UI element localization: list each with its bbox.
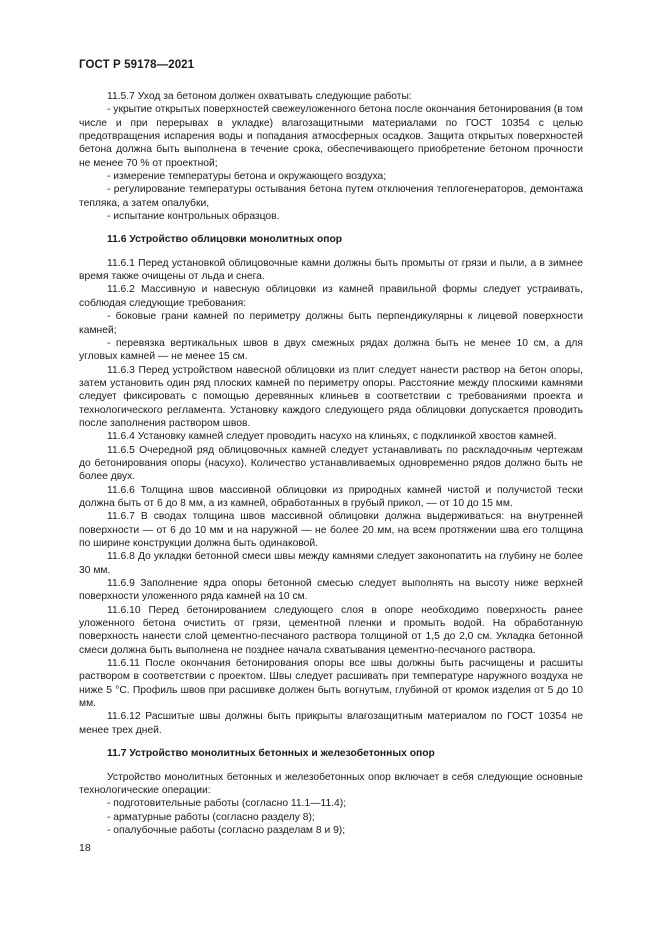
paragraph: Устройство монолитных бетонных и железобетонных опор включает в себя следующие основные технологические операции: [79,771,583,796]
paragraph: 11.6.4 Установку камней следует проводить насухо на клиньях, с подклинкой хвостов камней. [107,431,557,443]
document-body [79,90,583,837]
paragraph: 11.6.3 Перед устройством навесной облицовки из плит следует нанести раствор на бетон опоры, затем установить один ряд плоских камней по периметру опоры. Расстояние между плоскими камнями следует фиксировать с помощью деревянных клиньев в соответствии с требованиями проекта и технологического регламента. Установку каждого следующего ряда облицовки допускается проводить после заполнения раствором швов. [79,364,583,429]
paragraph: - арматурные работы (согласно разделу 8); [107,811,315,823]
paragraph: 11.5.7 Уход за бетоном должен охватывать следующие работы: [107,91,412,102]
paragraph: - боковые грани камней по периметру должны быть перпендикулярны к лицевой поверхности камней; [79,311,583,336]
paragraph: - укрытие открытых поверхностей свежеуложенного бетона после окончания бетонирования (в том числе и при перерывах в укладке) влагозащитными материалами по ГОСТ 10354 с целью предотвращения испарения воды и попадания атмосферных осадков. Защита открытых поверхностей бетона должна быть выполнена в течение срока, обеспечивающего приобретение бетоном прочности не менее 70 % от проектной; [79,104,583,169]
page-number: 18 [79,842,91,854]
paragraph: - подготовительные работы (согласно 11.1—11.4); [107,798,347,810]
paragraph: 11.6.2 Массивную и навесную облицовки из камней правильной формы следует устраивать, соблюдая следующие требования: [79,284,583,309]
paragraph: 11.6.1 Перед установкой облицовочные камни должны быть промыты от грязи и пыли, а в зимнее время также очищены от льда и снега. [79,257,583,283]
section-heading: 11.7 Устройство монолитных бетонных и железобетонных опор [107,748,435,760]
paragraph: - измерение температуры бетона и окружающего воздуха; [107,171,387,183]
paragraph: - регулирование температуры остывания бетона путем отключения теплогенераторов, демонтажа тепляка, а затем опалубки, [79,184,583,209]
paragraph: 11.6.9 Заполнение ядра опоры бетонной смесью следует выполнять на высоту ниже верхней поверхности уложенного ряда камней на 10 см. [79,578,583,603]
section-heading: 11.6 Устройство облицовки монолитных опор [107,234,343,246]
paragraph: - испытание контрольных образцов. [107,211,280,223]
paragraph: - опалубочные работы (согласно разделам 8 и 9); [107,824,346,836]
paragraph: 11.6.7 В сводах толщина швов массивной облицовки должна выдерживаться: на внутренней поверхности — от 6 до 10 мм и на наружной — не более 20 мм, на всем протяжении шва его толщина по ширине конструкции должна быть одинаковой. [79,511,583,549]
paragraph: 11.6.12 Расшитые швы должны быть прикрыты влагозащитным материалом по ГОСТ 10354 не менее трех дней. [79,711,583,736]
paragraph: 11.6.10 Перед бетонированием следующего слоя в опоре необходимо поверхность ранее уложенного бетона очистить от грязи, цементной пленки и промыть водой. На обработанную поверхность нанести слой цементно-песчаного раствора толщиной от 1,5 до 2,0 см. Укладка бетонной смеси должна быть выполнена не позднее начала схватывания цементно-песчаного раствора. [79,604,583,656]
paragraph: 11.6.6 Толщина швов массивной облицовки из природных камней чистой и получистой тески должна быть от 6 до 8 мм, а из камней, обработанных в грубый прикол, — от 10 до 15 мм. [79,484,583,509]
paragraph: - перевязка вертикальных швов в двух смежных рядах должна быть не менее 10 см, а для угловых камней — не менее 15 см. [79,337,583,363]
paragraph: 11.6.5 Очередной ряд облицовочных камней следует устанавливать по раскладочным чертежам до бетонирования опоры (насухо). Количество устанавливаемых одновременно рядов должно быть не более двух. [79,444,583,483]
document-header: ГОСТ Р 59178—2021 [79,59,195,71]
paragraph: 11.6.8 До укладки бетонной смеси швы между камнями следует законопатить на глубину не более 30 мм. [79,551,583,576]
paragraph: 11.6.11 После окончания бетонирования опоры все швы должны быть расчищены и расшиты раствором в соответствии с проектом. Швы следует расшивать при температуре наружного воздуха не ниже 5 °С. Профиль швов при расшивке должен быть вогнутым, глубиной от кромок изделия от 5 до 10 мм. [79,658,583,710]
